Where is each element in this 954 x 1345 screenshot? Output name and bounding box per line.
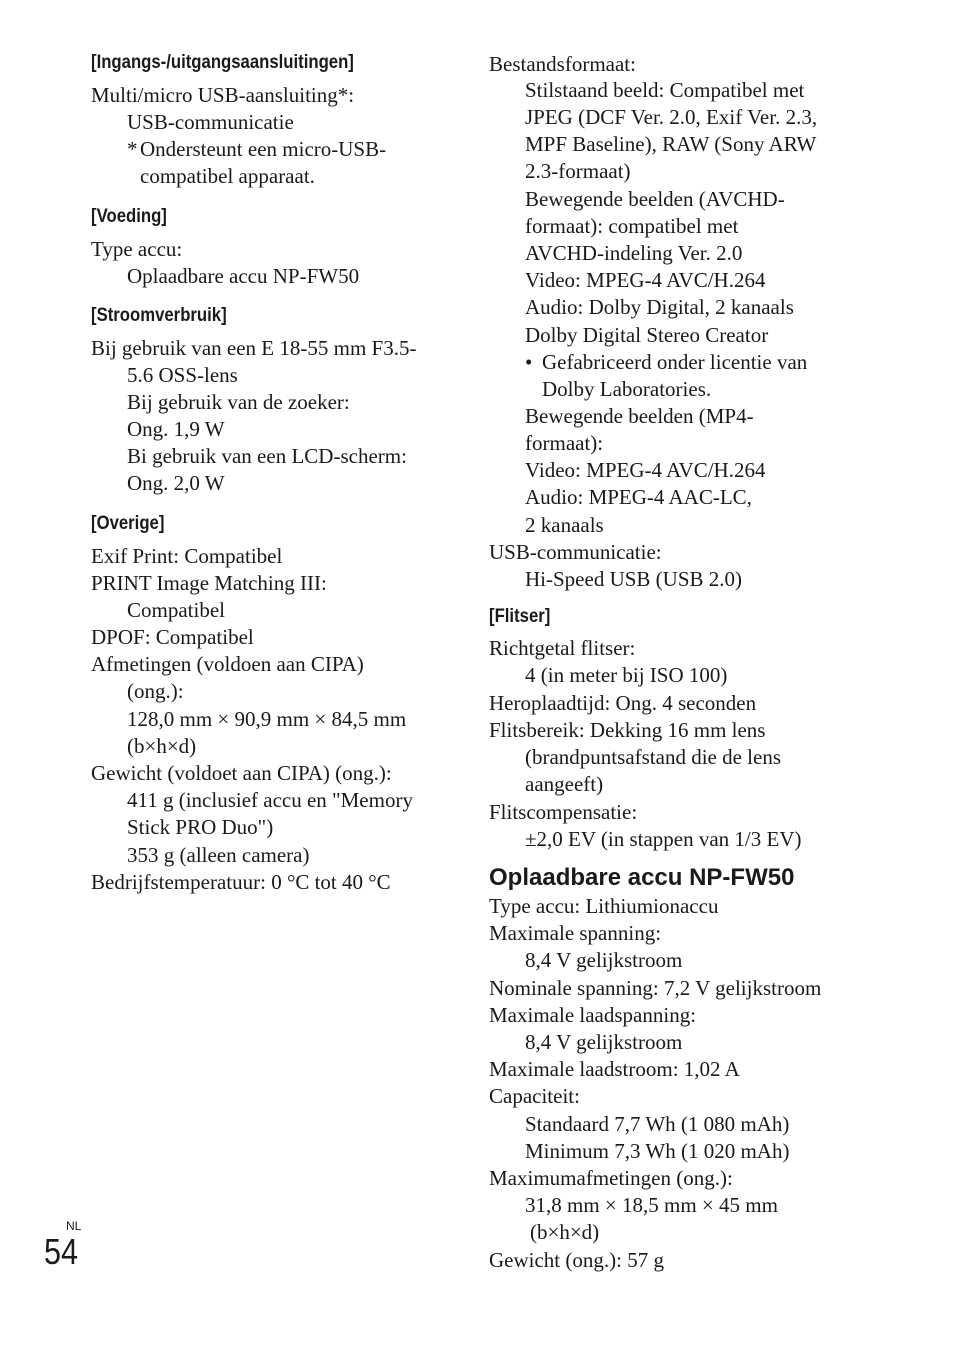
- spec-line: 31,8 mm × 18,5 mm × 45 mm: [525, 1193, 778, 1217]
- spec-line: DPOF: Compatibel: [91, 625, 254, 649]
- spec-line: (b×h×d): [530, 1220, 600, 1244]
- section-heading-battery: Oplaadbare accu NP-FW50: [489, 864, 795, 891]
- spec-line: (brandpuntsafstand die de lens: [525, 745, 782, 769]
- spec-line: Bewegende beelden (MP4-: [525, 404, 754, 428]
- footnote-text: Ondersteunt een micro-USB-: [140, 137, 387, 161]
- spec-line: Nominale spanning: 7,2 V gelijkstroom: [489, 976, 822, 1000]
- spec-line: USB-communicatie: [127, 110, 294, 134]
- spec-line: Bij gebruik van een E 18-55 mm F3.5-: [91, 336, 417, 360]
- spec-line: Maximumafmetingen (ong.):: [489, 1166, 733, 1190]
- spec-line: (b×h×d): [127, 734, 197, 758]
- spec-line: Video: MPEG-4 AVC/H.264: [525, 268, 766, 292]
- spec-line: 411 g (inclusief accu en "Memory: [127, 788, 413, 812]
- spec-line: Standaard 7,7 Wh (1 080 mAh): [525, 1112, 790, 1136]
- spec-line: 8,4 V gelijkstroom: [525, 1030, 683, 1054]
- spec-line: Ong. 1,9 W: [127, 417, 225, 441]
- spec-line: 2.3-formaat): [525, 159, 631, 183]
- spec-line: 4 (in meter bij ISO 100): [525, 663, 728, 687]
- spec-line: Bestandsformaat:: [489, 52, 636, 76]
- bullet-text: Gefabriceerd onder licentie van: [542, 350, 808, 374]
- spec-line: formaat): compatibel met: [525, 214, 739, 238]
- spec-line: Exif Print: Compatibel: [91, 544, 283, 568]
- spec-line: Type accu: Lithiumionaccu: [489, 894, 719, 918]
- spec-line: USB-communicatie:: [489, 540, 662, 564]
- section-heading-power: [Voeding]: [91, 206, 167, 227]
- spec-line: 353 g (alleen camera): [127, 843, 310, 867]
- spec-line: Bi gebruik van een LCD-scherm:: [127, 444, 407, 468]
- spec-line: Compatibel: [127, 598, 225, 622]
- spec-line: Multi/micro USB-aansluiting*:: [91, 83, 355, 107]
- spec-line: Bedrijfstemperatuur: 0 °C tot 40 °C: [91, 870, 391, 894]
- spec-line: Bewegende beelden (AVCHD-: [525, 187, 785, 211]
- spec-line: 2 kanaals: [525, 513, 604, 537]
- spec-line: 5.6 OSS-lens: [127, 363, 238, 387]
- spec-line: PRINT Image Matching III:: [91, 571, 327, 595]
- spec-line: (ong.):: [127, 679, 184, 703]
- bullet-marker: •: [525, 350, 533, 374]
- spec-line: Minimum 7,3 Wh (1 020 mAh): [525, 1139, 790, 1163]
- spec-line: 128,0 mm × 90,9 mm × 84,5 mm: [127, 707, 407, 731]
- spec-line: Capaciteit:: [489, 1084, 580, 1108]
- spec-line: aangeeft): [525, 772, 604, 796]
- spec-line: formaat):: [525, 431, 604, 455]
- spec-line: Audio: MPEG-4 AAC-LC,: [525, 485, 752, 509]
- spec-line: Maximale laadstroom: 1,02 A: [489, 1057, 740, 1081]
- spec-line: Dolby Digital Stereo Creator: [525, 323, 769, 347]
- spec-line: Afmetingen (voldoen aan CIPA): [91, 652, 364, 676]
- section-heading-other: [Overige]: [91, 513, 165, 534]
- spec-line: Maximale laadspanning:: [489, 1003, 697, 1027]
- spec-line: Ong. 2,0 W: [127, 471, 225, 495]
- spec-line: ±2,0 EV (in stappen van 1/3 EV): [525, 827, 802, 851]
- spec-line: MPF Baseline), RAW (Sony ARW: [525, 132, 817, 156]
- spec-line: AVCHD-indeling Ver. 2.0: [525, 241, 743, 265]
- section-heading-consumption: [Stroomverbruik]: [91, 305, 227, 326]
- footnote-text: compatibel apparaat.: [140, 164, 315, 188]
- spec-line: Type accu:: [91, 237, 183, 261]
- footnote-marker: *: [127, 137, 138, 161]
- page-number: 54: [44, 1231, 79, 1272]
- spec-line: Hi-Speed USB (USB 2.0): [525, 567, 743, 591]
- spec-line: Oplaadbare accu NP-FW50: [127, 264, 360, 288]
- spec-line: Audio: Dolby Digital, 2 kanaals: [525, 295, 794, 319]
- spec-line: Stick PRO Duo"): [127, 815, 274, 839]
- spec-line: 8,4 V gelijkstroom: [525, 948, 683, 972]
- spec-line: Richtgetal flitser:: [489, 636, 636, 660]
- spec-line: JPEG (DCF Ver. 2.0, Exif Ver. 2.3,: [525, 105, 818, 129]
- spec-line: Heroplaadtijd: Ong. 4 seconden: [489, 691, 757, 715]
- spec-line: Video: MPEG-4 AVC/H.264: [525, 458, 766, 482]
- spec-line: Flitsbereik: Dekking 16 mm lens: [489, 718, 766, 742]
- section-heading-connectors: [Ingangs-/uitgangsaansluitingen]: [91, 52, 354, 73]
- spec-line: Gewicht (voldoet aan CIPA) (ong.):: [91, 761, 392, 785]
- spec-line: Flitscompensatie:: [489, 800, 638, 824]
- spec-line: Gewicht (ong.): 57 g: [489, 1248, 664, 1272]
- section-heading-flash: [Flitser]: [489, 606, 551, 627]
- spec-line: Bij gebruik van de zoeker:: [127, 390, 350, 414]
- spec-line: Stilstaand beeld: Compatibel met: [525, 78, 805, 102]
- bullet-text: Dolby Laboratories.: [542, 377, 712, 401]
- page-language-code: NL: [66, 1219, 82, 1233]
- spec-line: Maximale spanning:: [489, 921, 662, 945]
